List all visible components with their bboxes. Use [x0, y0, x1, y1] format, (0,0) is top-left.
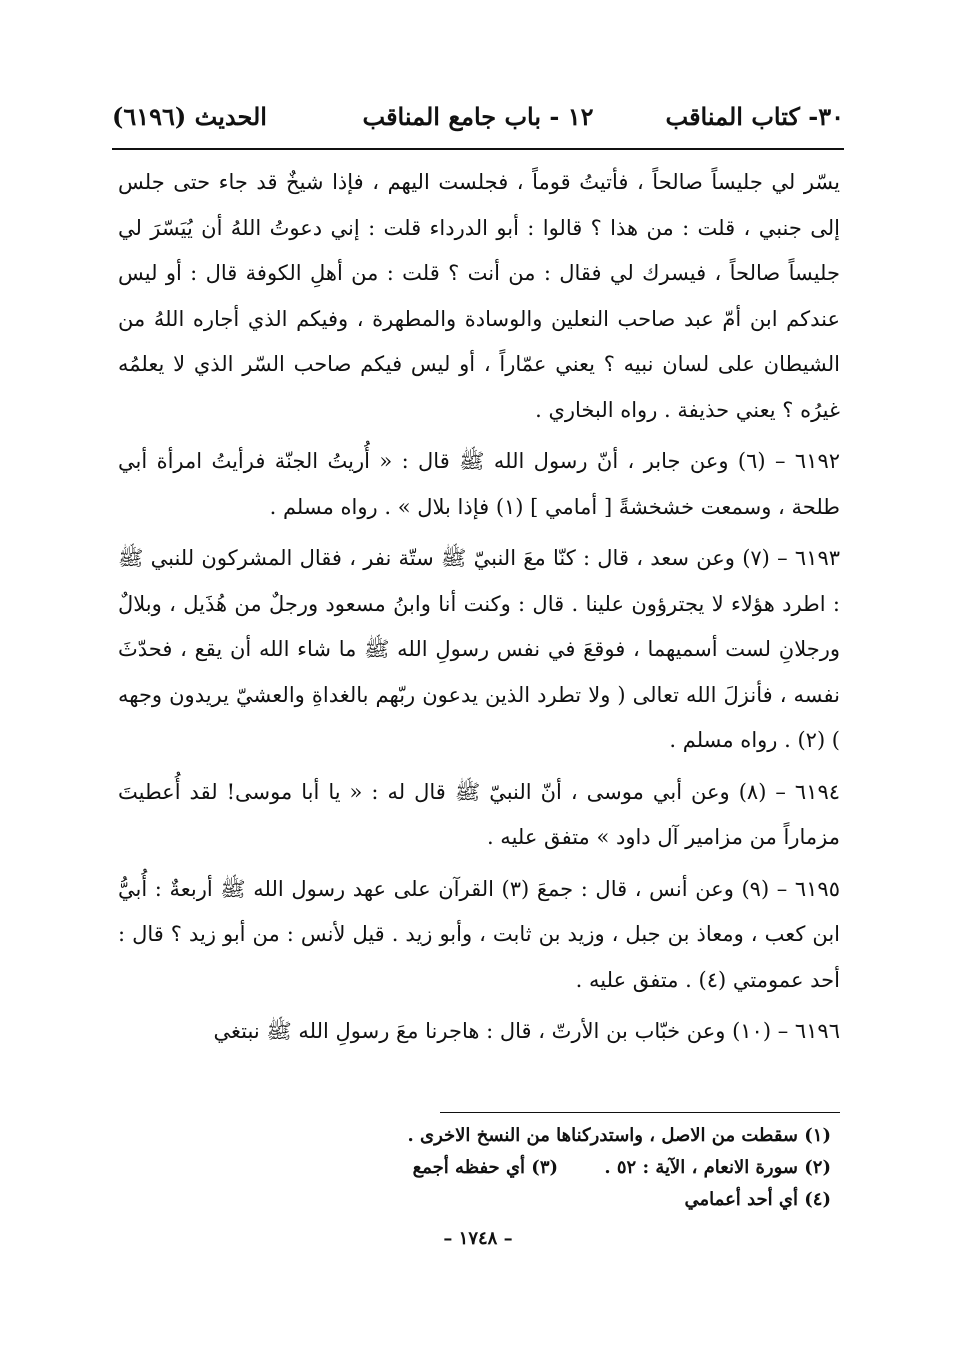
chapter-title-header: ١٢ - باب جامع المناقب [362, 102, 594, 131]
hadith-6193: ٦١٩٣ – (٧) وعن سعد ، قال : كنّا معَ النبيّ ﷺ ستّة نفر ، فقال المشركون للنبي ﷺ : اطرد هؤلاء لا يجترؤون علينا . قال : وكنت أنا وابنُ مسعود ورجلٌ من هُذَيل ، وبلالٌ ورجلانِ لست أسميهما ، فوقعَ في نفس رسولِ الله ﷺ ما شاء الله أن يقع ، فحدّثَ نفسه ، فأنزلَ الله تعالى ( ولا تطرد الذين يدعون ربّهم بالغداةِ والعشيّ يريدون وجهه ) (٢) . رواه مسلم . [118, 546, 841, 752]
footnote-4: (٤) أي أحد أعمامي [684, 1189, 831, 1210]
main-text [118, 160, 840, 1061]
hadith-6192: ٦١٩٢ – (٦) وعن جابر ، أنّ رسول الله ﷺ قال : « أُريتُ الجنّة فرأيتُ امرأة أبي طلحة ، وسمعت خشخشةً [ أمامي ] (١) فإذا بلال » . رواه مسلم . [118, 449, 841, 519]
footnote-2: (٢) سورة الانعام ، الآية : ٥٢ . [604, 1157, 831, 1178]
hadith-number-header: الحديث (٦١٩٦) [112, 102, 267, 131]
hadith-6194: ٦١٩٤ – (٨) وعن أبي موسى ، أنّ النبيّ ﷺ قال له : « يا أبا موسى! لقد أُعطيتَ مزماراً من مزامير آل داود » متفق عليه . [118, 779, 841, 849]
page-number: – ١٧٤٨ – [443, 1228, 513, 1249]
paragraph-continuation: يسّر لي جليساً صالحاً ، فأتيتُ قوماً ، فجلست اليهم ، فإذا شيخٌ قد جاء حتى جلس إلى جنبي ، قلت : من هذا ؟ قالوا : أبو الدرداء قلت : إني دعوتُ اللهُ أن يُيَسّرَ لي جليساً صالحاً ، فيسرك لي فقال : من أنت ؟ قلت : من أهلِ الكوفة قال : أو ليس عندكم ابن أمّ عبد صاحب النعلين والوسادة والمطهرة ، وفيكم الذي أجاره اللهُ من الشيطان على لسان نبيه ؟ يعني عمّاراً ، أو ليس فيكم صاحب السّر الذي لا يعلمُه غيرُه ؟ يعني حذيفة . رواه البخاري . [118, 170, 840, 422]
footnote-row-2 [351, 1152, 831, 1184]
footnote-divider [440, 1112, 840, 1113]
footnote-3: (٣) أي حفظه أجمع [412, 1157, 559, 1178]
footnote-1: (١) سقطت من الاصل ، واستدركناها من النسخ الاخرى . [407, 1125, 831, 1146]
hadith-6196: ٦١٩٦ – (١٠) وعن خبّاب بن الأرتّ ، قال : هاجرنا معَ رسولِ الله ﷺ نبتغي [213, 1019, 840, 1043]
book-title-header: ٣٠- كتاب المناقب [665, 102, 844, 131]
footnotes [351, 1120, 831, 1216]
header-divider [112, 148, 844, 150]
page-header [112, 92, 844, 142]
hadith-6195: ٦١٩٥ – (٩) وعن أنس ، قال : جمعَ (٣) القرآن على عهد رسول الله ﷺ أربعةٌ : أُبيُّ ابن كعب ، ومعاذ بن جبل ، وزيد بن ثابت ، وأبو زيد . قيل لأنس : من أبو زيد ؟ قال : أحد عمومتي (٤) . متفق عليه . [118, 876, 840, 992]
